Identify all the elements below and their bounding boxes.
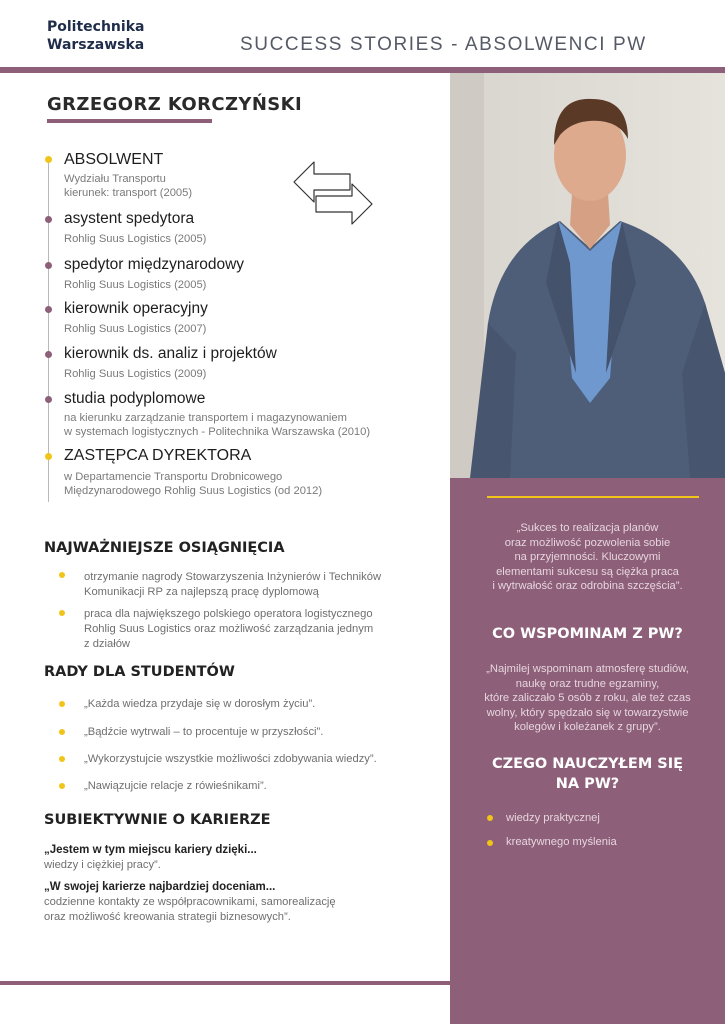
career-answer: wiedzy i ciężkiej pracy”. <box>44 859 161 871</box>
advice-item: „Każda wiedza przydaje się w dorosłym życiu”. <box>84 698 316 710</box>
success-quote-line: „Sukces to realizacja planów <box>516 522 659 534</box>
memory-text-line: kolegów i koleżanek z grupy”. <box>514 721 661 733</box>
exchange-arrows-icon <box>292 160 374 226</box>
timeline-title: asystent spedytora <box>64 210 195 227</box>
logo-line1: Politechnika <box>47 19 145 35</box>
career-answer: oraz możliwość kreowania strategii biznesowych”. <box>44 911 291 923</box>
timeline-dot <box>45 306 52 313</box>
timeline-detail: w systemach logistycznych - Politechnika Warszawska (2010) <box>64 426 371 438</box>
achievement-line: z działów <box>84 638 131 650</box>
timeline-detail: Rohlig Suus Logistics (2005) <box>64 233 207 245</box>
timeline-dot <box>45 396 52 403</box>
timeline-title: spedytor międzynarodowy <box>64 256 245 273</box>
career-title: SUBIEKTYWNIE O KARIERZE <box>44 812 271 828</box>
timeline-dot <box>45 216 52 223</box>
timeline-title: ZASTĘPCA DYREKTORA <box>64 447 252 464</box>
bottom-divider <box>0 981 450 985</box>
timeline-detail: w Departamencie Transportu Drobnicowego <box>64 471 283 483</box>
achievement-line: otrzymanie nagrody Stowarzyszenia Inżynierów i Techników <box>84 571 382 583</box>
success-quote-line: oraz możliwość pozwolenia sobie <box>504 536 671 549</box>
success-quote-line: elementami sukcesu są ciężka praca <box>496 565 679 578</box>
achievement-line: praca dla największego polskiego operatora logistycznego <box>84 608 373 620</box>
timeline-detail: Międzynarodowego Rohlig Suus Logistics (od 2012) <box>64 485 323 497</box>
bullet-dot <box>59 701 65 707</box>
learned-title: CZEGO NAUCZYŁEM SIĘ <box>491 756 684 772</box>
advice-item: „Wykorzystujcie wszystkie możliwości zdobywania wiedzy”. <box>84 753 377 765</box>
bullet-dot <box>59 729 65 735</box>
timeline-title: kierownik operacyjny <box>64 300 208 317</box>
timeline-dot <box>45 453 52 460</box>
learned-item: wiedzy praktycznej <box>506 812 600 824</box>
timeline-detail: Rohlig Suus Logistics (2007) <box>64 323 207 335</box>
career-answer: codzienne kontakty ze współpracownikami, samorealizację <box>44 896 336 908</box>
timeline-dot <box>45 262 52 269</box>
panel-divider <box>487 496 699 498</box>
memory-text-line: które zaliczało 5 osób z roku, ale też czas <box>484 692 691 704</box>
achievement-line: Rohlig Suus Logistics oraz możliwość zarządzania jednym <box>84 623 374 635</box>
advice-item: „Nawiązujcie relacje z rówieśnikami”. <box>84 780 267 792</box>
advice-title: RADY DLA STUDENTÓW <box>44 664 235 680</box>
timeline-detail: Wydziału Transportu <box>64 173 166 185</box>
bullet-dot <box>59 783 65 789</box>
timeline-title: kierownik ds. analiz i projektów <box>64 345 277 362</box>
timeline-detail: na kierunku zarządzanie transportem i magazynowaniem <box>64 412 347 424</box>
timeline-title: studia podyplomowe <box>64 390 206 407</box>
bullet-dot <box>487 815 493 821</box>
person-name: GRZEGORZ KORCZYŃSKI <box>47 94 303 115</box>
bullet-dot <box>59 610 65 616</box>
timeline-dot <box>45 351 52 358</box>
timeline-line <box>48 162 49 502</box>
learned-title: NA PW? <box>555 776 620 792</box>
timeline-detail: Rohlig Suus Logistics (2009) <box>64 368 207 380</box>
memory-title: CO WSPOMINAM Z PW? <box>492 626 683 642</box>
achievements-title: NAJWAŻNIEJSZE OSIĄGNIĘCIA <box>44 540 285 556</box>
bullet-dot <box>487 840 493 846</box>
timeline-dot <box>45 156 52 163</box>
bullet-dot <box>59 572 65 578</box>
memory-text-line: wolny, który spędzało się w towarzystwie <box>486 706 689 719</box>
portrait-photo <box>450 73 725 478</box>
name-underline <box>47 119 212 123</box>
university-logo <box>47 18 144 54</box>
portrait-illustration <box>450 73 725 478</box>
timeline-detail: Rohlig Suus Logistics (2005) <box>64 279 207 291</box>
achievement-line: Komunikacji RP za najlepszą pracę dyplomową <box>84 586 319 598</box>
learned-item: kreatywnego myślenia <box>506 836 617 848</box>
memory-text-line: naukę oraz trudne egzaminy, <box>515 677 660 690</box>
career-question: „W swojej karierze najbardziej doceniam... <box>44 881 276 893</box>
timeline-detail: kierunek: transport (2005) <box>64 187 193 199</box>
advice-item: „Bądźcie wytrwali – to procentuje w przyszłości”. <box>84 726 324 738</box>
logo-line2: Warszawska <box>47 37 145 53</box>
timeline-title: ABSOLWENT <box>64 151 164 168</box>
career-question: „Jestem w tym miejscu kariery dzięki... <box>44 844 257 856</box>
bullet-dot <box>59 756 65 762</box>
memory-text-line: „Najmilej wspominam atmosferę studiów, <box>486 663 689 675</box>
success-quote-line: na przyjemności. Kluczowymi <box>514 551 661 563</box>
success-quote-line: i wytrwałość oraz odrobina szczęścia”. <box>492 580 683 592</box>
page-header-title: SUCCESS STORIES - ABSOLWENCI PW <box>240 34 647 55</box>
